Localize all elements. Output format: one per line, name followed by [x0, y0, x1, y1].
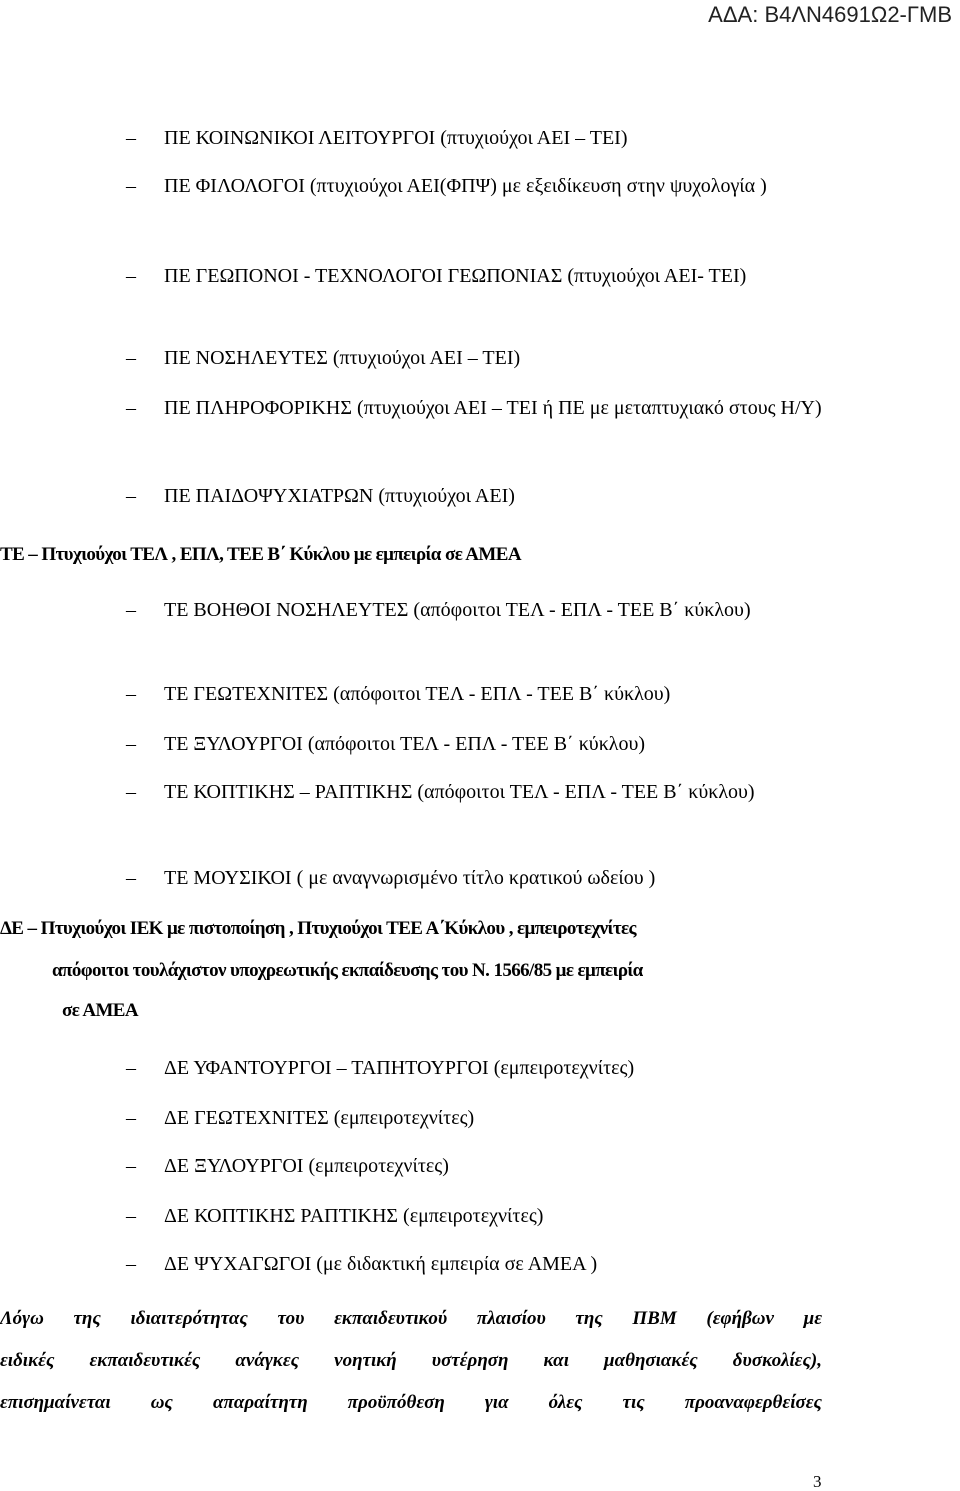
list-dash: – — [126, 1107, 136, 1129]
de-item-weavers — [126, 1046, 822, 1090]
list-dash: – — [126, 683, 136, 705]
list-dash: – — [126, 867, 136, 889]
list-dash: – — [126, 175, 136, 197]
pe-item-social-workers — [126, 116, 822, 160]
list-dash: – — [126, 485, 136, 507]
list-dash: – — [126, 265, 136, 287]
list-item-text: ΤΕ ΒΟΗΘΟΙ ΝΟΣΗΛΕΥΤΕΣ (απόφοιτοι ΤΕΛ - ΕΠΛ - ΤΕΕ Β΄ κύκλου) — [164, 599, 751, 621]
pe-item-philologists — [126, 164, 822, 208]
page-number: 3 — [813, 1472, 822, 1491]
list-dash: – — [126, 127, 136, 149]
list-dash: – — [126, 733, 136, 755]
te-category-heading: ΤΕ – Πτυχιούχοι ΤΕΛ , ΕΠΛ, ΤΕΕ Β΄ Κύκλου με εμπειρία σε ΑΜΕΑ — [0, 544, 521, 565]
list-item-text: ΤΕ ΜΟΥΣΙΚΟΙ ( με αναγνωρισμένο τίτλο κρατικού ωδείου ) — [164, 867, 656, 889]
ada-code: ΑΔΑ: Β4ΛΝ4691Ω2-ΓΜΒ — [708, 2, 952, 27]
de-item-recreation — [126, 1242, 822, 1286]
pe-item-agronomists — [126, 254, 822, 298]
list-item-text: ΠΕ ΚΟΙΝΩΝΙΚΟΙ ΛΕΙΤΟΥΡΓΟΙ (πτυχιούχοι ΑΕΙ – ΤΕΙ) — [164, 127, 628, 149]
list-item-text: ΔΕ ΥΦΑΝΤΟΥΡΓΟΙ – ΤΑΠΗΤΟΥΡΓΟΙ (εμπειροτεχνίτες) — [164, 1057, 635, 1079]
te-item-carpenters — [126, 722, 822, 766]
de-category-heading-line1: ΔΕ – Πτυχιούχοι ΙΕΚ με πιστοποίηση , Πτυχιούχοι ΤΕΕ Α΄Κύκλου , εμπειροτεχνίτες — [0, 918, 636, 939]
list-dash: – — [126, 1155, 136, 1177]
list-item-text: ΠΕ ΠΑΙΔΟΨΥΧΙΑΤΡΩΝ (πτυχιούχοι ΑΕΙ) — [164, 485, 515, 507]
list-item-text: ΠΕ ΠΛΗΡΟΦΟΡΙΚΗΣ (πτυχιούχοι ΑΕΙ – ΤΕΙ ή ΠΕ με μεταπτυχιακό στους Η/Υ) — [164, 397, 822, 419]
de-item-geotechnicians — [126, 1096, 822, 1140]
te-item-musicians — [126, 856, 822, 900]
list-item-text: ΤΕ ΞΥΛΟΥΡΓΟΙ (απόφοιτοι ΤΕΛ - ΕΠΛ - ΤΕΕ Β΄ κύκλου) — [164, 733, 646, 755]
de-item-carpenters — [126, 1144, 822, 1188]
list-item-text: ΔΕ ΓΕΩΤΕΧΝΙΤΕΣ (εμπειροτεχνίτες) — [164, 1107, 475, 1129]
list-item-text: ΠΕ ΝΟΣΗΛΕΥΤΕΣ (πτυχιούχοι ΑΕΙ – ΤΕΙ) — [164, 347, 521, 369]
pe-item-informatics — [126, 386, 822, 430]
te-item-tailoring — [126, 770, 822, 814]
de-item-tailoring — [126, 1194, 822, 1238]
list-dash: – — [126, 397, 136, 419]
te-item-assistant-nurses — [126, 588, 822, 632]
list-dash: – — [126, 599, 136, 621]
list-item-text: ΔΕ ΞΥΛΟΥΡΓΟΙ (εμπειροτεχνίτες) — [164, 1155, 449, 1177]
list-dash: – — [126, 1057, 136, 1079]
de-category-heading-line2: απόφοιτοι τουλάχιστον υποχρεωτικής εκπαίδευσης του Ν. 1566/85 με εμπειρία — [52, 960, 643, 981]
list-dash: – — [126, 1205, 136, 1227]
list-dash: – — [126, 781, 136, 803]
list-item-text: ΔΕ ΨΥΧΑΓΩΓΟΙ (με διδακτική εμπειρία σε ΑΜΕΑ ) — [164, 1253, 598, 1275]
list-item-text: ΠΕ ΦΙΛΟΛΟΓΟΙ (πτυχιούχοι ΑΕΙ(ΦΠΨ) με εξειδίκευση στην ψυχολογία ) — [164, 175, 767, 197]
de-category-heading-line3: σε ΑΜΕΑ — [62, 1000, 139, 1021]
pe-item-nurses — [126, 336, 822, 380]
list-item-text: ΤΕ ΓΕΩΤΕΧΝΙΤΕΣ (απόφοιτοι ΤΕΛ - ΕΠΛ - ΤΕΕ Β΄ κύκλου) — [164, 683, 671, 705]
note-line-3: επισημαίνεται ως απαραίτητη προϋπόθεση για όλες τις προαναφερθείσες — [0, 1392, 822, 1413]
list-dash: – — [126, 347, 136, 369]
list-item-text: ΠΕ ΓΕΩΠΟΝΟΙ - ΤΕΧΝΟΛΟΓΟΙ ΓΕΩΠΟΝΙΑΣ (πτυχιούχοι ΑΕΙ- ΤΕΙ) — [164, 265, 747, 287]
list-dash: – — [126, 1253, 136, 1275]
list-item-text: ΔΕ ΚΟΠΤΙΚΗΣ ΡΑΠΤΙΚΗΣ (εμπειροτεχνίτες) — [164, 1205, 544, 1227]
pe-item-child-psychiatrists — [126, 474, 822, 518]
list-item-text: ΤΕ ΚΟΠΤΙΚΗΣ – ΡΑΠΤΙΚΗΣ (απόφοιτοι ΤΕΛ - ΕΠΛ - ΤΕΕ Β΄ κύκλου) — [164, 781, 755, 803]
note-line-1: Λόγω της ιδιαιτερότητας του εκπαιδευτικού πλαισίου της ΠΒΜ (εφήβων με — [0, 1308, 822, 1329]
te-item-geotechnicians — [126, 672, 822, 716]
note-line-2: ειδικές εκπαιδευτικές ανάγκες νοητική υστέρηση και μαθησιακές δυσκολίες), — [0, 1350, 822, 1371]
